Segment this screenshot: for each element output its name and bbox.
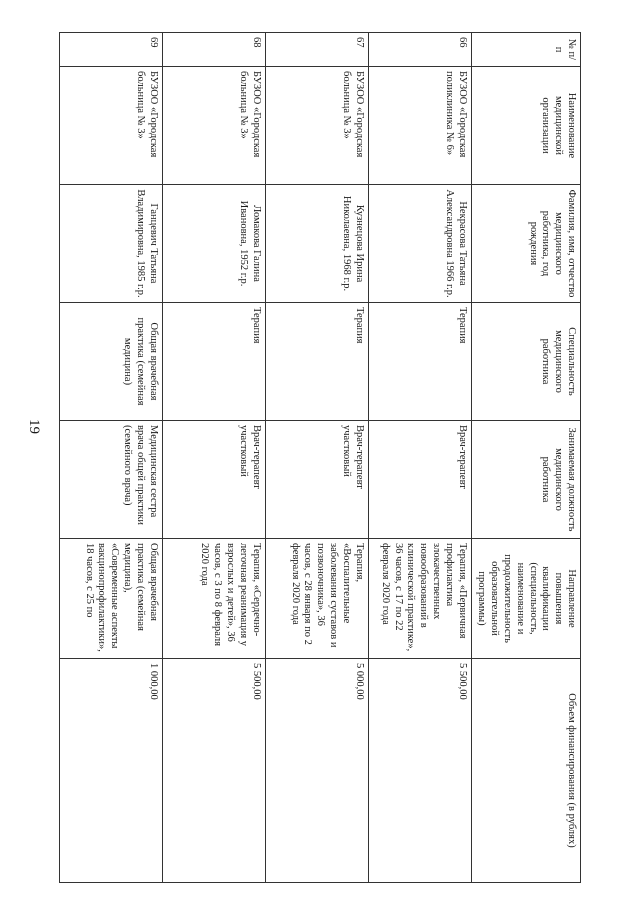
full-name-cell: Кузнецова Ирина Николаевна, 1968 г.р. xyxy=(265,185,368,303)
header-organization: Наименование медицинской организации xyxy=(471,67,580,185)
page-number: 19 xyxy=(26,419,42,434)
position-cell: Врач-терапевт xyxy=(368,421,471,539)
specialty-cell: Терапия xyxy=(368,303,471,421)
table-row xyxy=(59,33,162,883)
training-cell: Общая врачебная практика (семейная медицина), «Современные аспекты вакцинопрофилактики», 18 часов, с 25 по xyxy=(59,539,162,659)
row-number: 66 xyxy=(368,33,471,67)
training-cell: Терапия, «Первичная профилактика злокачественных новообразований в клинической практике», 36 часов, с 17 по 22 февраля 2020 года xyxy=(368,539,471,659)
table-row xyxy=(368,33,471,883)
header-training: Направление повышения квалификации (специальность, наименование и продолжительность образовательной программы) xyxy=(471,539,580,659)
organization-cell: БУЗОО «Городская больница № 3» xyxy=(162,67,265,185)
header-position: Занимаемая должность медицинского работника xyxy=(471,421,580,539)
specialty-cell: Терапия xyxy=(265,303,368,421)
specialty-cell: Терапия xyxy=(162,303,265,421)
organization-cell: БУЗОО «Городская больница № 3» xyxy=(265,67,368,185)
row-number: 69 xyxy=(59,33,162,67)
header-full-name: Фамилия, имя, отчество медицинского работника, год рождения xyxy=(471,185,580,303)
funding-cell: 1 000,00 xyxy=(59,659,162,883)
header-funding: Объем финансирования (в рублях) xyxy=(471,659,580,883)
position-cell: Врач-терапевт участковый xyxy=(162,421,265,539)
header-num: № п/п xyxy=(471,33,580,67)
position-cell: Врач-терапевт участковый xyxy=(265,421,368,539)
training-cell: Терапия, «Сердечно-легочная реанимация у взрослых и детей», 36 часов, с 3 по 8 февраля 2020 года xyxy=(162,539,265,659)
training-cell: Терапия, «Воспалительные заболевания суставов и позвоночника», 36 часов, с 28 января по 2 февраля 2020 года xyxy=(265,539,368,659)
full-name-cell: Ломакова Галина Ивановна, 1952 г.р. xyxy=(162,185,265,303)
row-number: 67 xyxy=(265,33,368,67)
position-cell: Медицинская сестра врача общей практики (семейного врача) xyxy=(59,421,162,539)
funding-cell: 5 500,00 xyxy=(368,659,471,883)
funding-cell: 5 500,00 xyxy=(162,659,265,883)
table-row xyxy=(162,33,265,883)
funding-cell: 5 000,00 xyxy=(265,659,368,883)
header-specialty: Специальность медицинского работника xyxy=(471,303,580,421)
row-number: 68 xyxy=(162,33,265,67)
full-name-cell: Некрасова Татьяна Александровна 1966 г.р. xyxy=(368,185,471,303)
specialty-cell: Общая врачебная практика (семейная медицина) xyxy=(59,303,162,421)
table-header-row xyxy=(471,33,580,883)
organization-cell: БУЗОО «Городская больница № 3» xyxy=(59,67,162,185)
table-row xyxy=(265,33,368,883)
document-table-wrapper xyxy=(61,32,581,882)
organization-cell: БУЗОО «Городская поликлиника № 6» xyxy=(368,67,471,185)
full-name-cell: Ганцевич Татьяна Владимировна, 1985 г.р. xyxy=(59,185,162,303)
training-table xyxy=(59,32,581,883)
